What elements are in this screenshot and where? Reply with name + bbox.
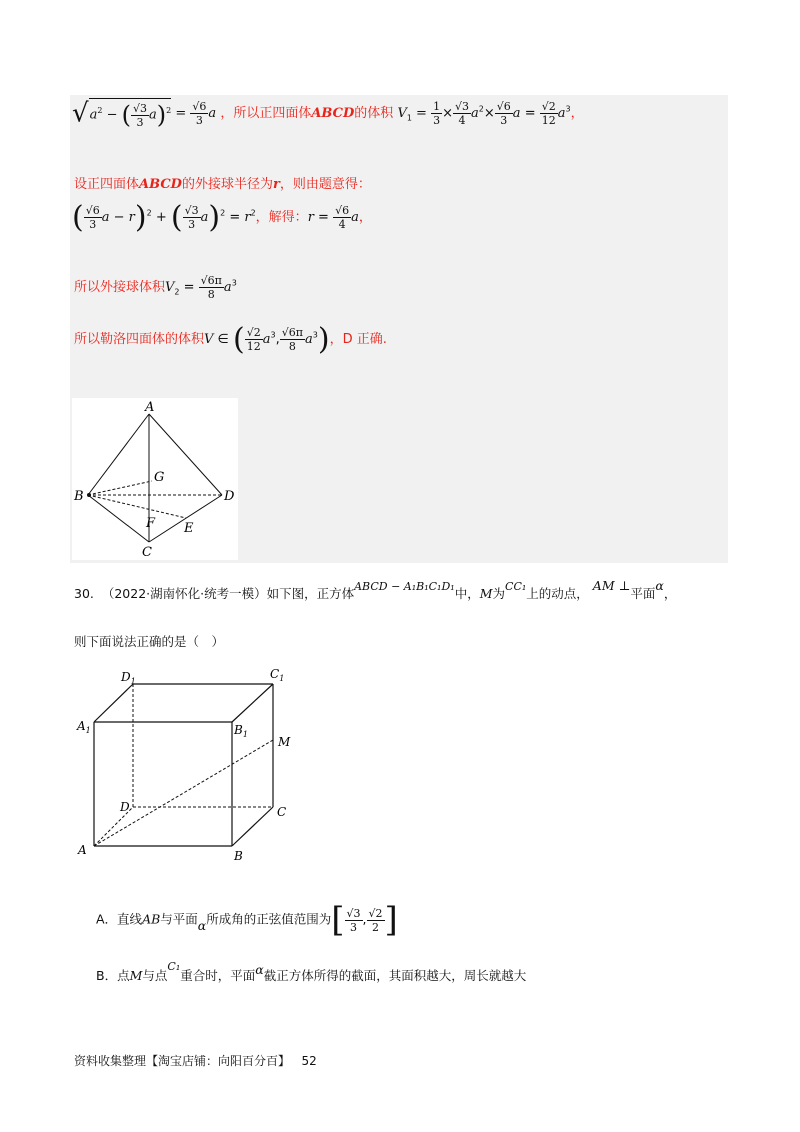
option-b: B．点M与点C₁重合时，平面α截正方体所得的截面，其面积越大，周长就越大 xyxy=(96,960,527,983)
label-C1: $C_1$ xyxy=(270,667,285,683)
question-30-line-2: 则下面说法正确的是（ ） xyxy=(74,634,225,649)
label-E: E xyxy=(184,521,194,536)
solution-line-3: ( $\frac{√6}{3}$ a − r)$^2$ + ( $\frac{√3}{3}$ $a)^2 = r^2$，解得：r = $\frac{√6}{4}$ a， xyxy=(72,200,372,235)
footer-text: 资料收集整理【淘宝店铺：向阳百分百】 xyxy=(74,1054,291,1068)
label-F: F xyxy=(146,516,156,531)
page-footer xyxy=(74,1052,317,1069)
tetrahedron-figure xyxy=(72,398,238,560)
solution-line-1: $√a^2$ − ( $\frac{√3}{3}$ a)$^2$ = $\frac{√6}{3}$ a ，所以正四面体ABCD的体积 $V_1$ = $\frac{1}{3}$ × $\frac{√3}{4}$ $a^2\times$ $\frac{√6}{3}$ a = $\frac{√2}{12}$ $a^3$， xyxy=(72,98,584,129)
label-D: D xyxy=(120,800,130,814)
label-M: M xyxy=(278,735,291,749)
label-B: B xyxy=(234,849,243,863)
page-number: 52 xyxy=(301,1054,317,1068)
label-D1: $D_1$ xyxy=(121,670,136,686)
solution-line-2: 设正四面体ABCD的外接球半径为r，则由题意得： xyxy=(74,177,371,192)
solution-line-5: 所以勒洛四面体的体积V ∈ ( $\frac{√2}{12}$ $a^3$, $\frac{√6\pi}{8}$ $a^3$)，D 正确. xyxy=(74,322,387,357)
label-B1: $B_1$ xyxy=(234,723,248,739)
label-A: A xyxy=(78,843,87,857)
label-C: C xyxy=(277,805,287,819)
cube-figure xyxy=(72,666,302,866)
label-A1: $A_1$ xyxy=(77,719,91,735)
label-G: G xyxy=(154,470,165,485)
option-a: A．直线AB与平面α所成角的正弦值范围为[ $\frac{√3}{3}$ , $\frac{√2}{2}$ ] xyxy=(96,900,398,940)
label-C: C xyxy=(142,545,152,560)
label-A: A xyxy=(145,400,155,415)
label-B: B xyxy=(74,489,84,504)
solution-line-4: 所以外接球体积$V_2$ = $\frac{√6\pi}{8}$ $a^3$ xyxy=(74,274,237,301)
label-D: D xyxy=(224,489,235,504)
solution-text: ，所以正四面体 xyxy=(220,106,312,121)
question-30-line-1: 30. （2022·湖南怀化·统考一模）如下图，正方体ABCD − A₁B₁C₁D₁中，M为CC₁上的动点， AM ⊥平面α， xyxy=(74,578,677,601)
